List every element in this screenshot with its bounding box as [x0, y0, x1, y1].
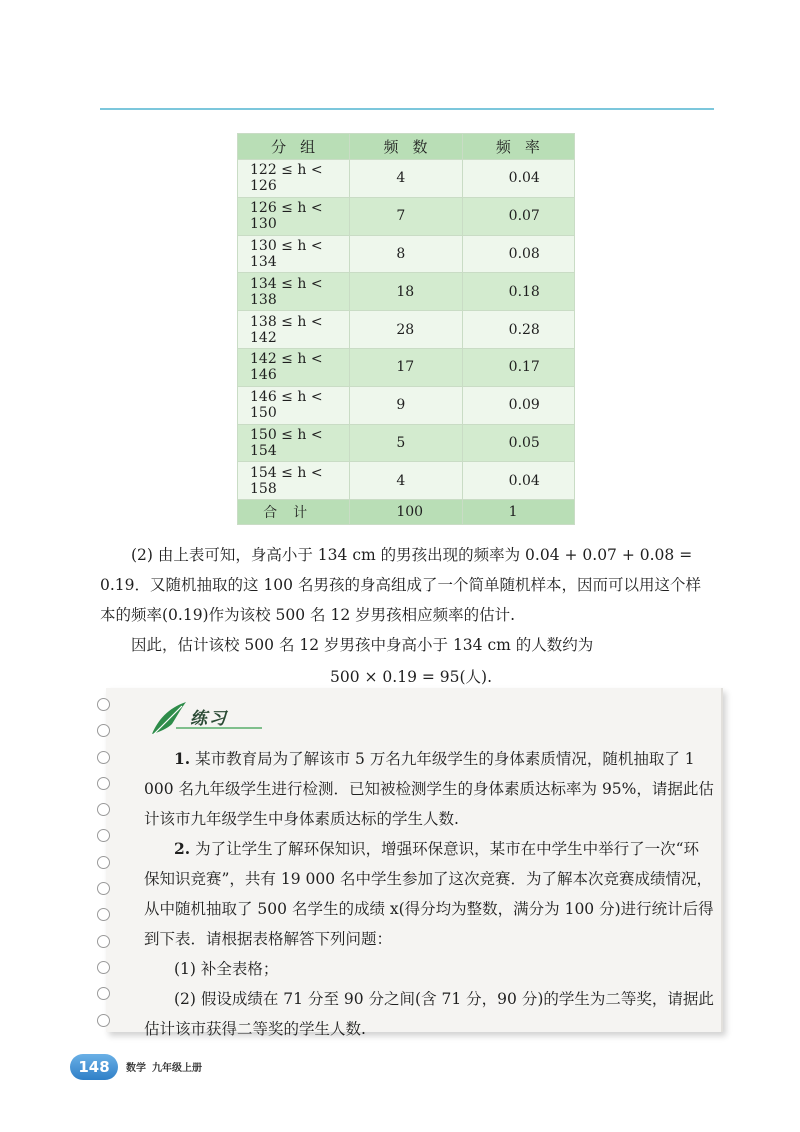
cell-count: 9	[350, 386, 462, 424]
table-row	[238, 159, 575, 197]
ring-icon	[97, 777, 110, 790]
footer-book: 九年级上册	[152, 1063, 202, 1074]
cell-group: 150 ≤ h < 154	[238, 424, 350, 462]
result-formula: 500 × 0.19 = 95(人).	[330, 668, 493, 686]
exercise-header	[146, 700, 266, 734]
ring-icon	[97, 908, 110, 921]
ring-icon	[97, 961, 110, 974]
cell-count: 4	[350, 462, 462, 500]
question-1-text: 某市教育局为了解该市 5 万名九年级学生的身体素质情况，随机抽取了 1 000 名九年级学生进行检测．已知被检测学生的身体素质达标率为 95%，请据此估计该市九年级学生中身体素质达标的学生人数.	[144, 750, 714, 828]
question-1	[144, 744, 714, 834]
page-number-badge: 148	[70, 1054, 118, 1080]
ring-icon	[97, 829, 110, 842]
exercise-body	[144, 744, 714, 1044]
table-row	[238, 273, 575, 311]
cell-count: 5	[350, 424, 462, 462]
question-2-sub-2: (2) 假设成绩在 71 分至 90 分之间(含 71 分，90 分)的学生为二等奖，请据此估计该市获得二等奖的学生人数.	[144, 990, 714, 1038]
cell-group: 142 ≤ h < 146	[238, 348, 350, 386]
table-row	[238, 386, 575, 424]
ring-icon	[97, 987, 110, 1000]
ring-icon	[97, 935, 110, 948]
cell-frequency: 0.04	[462, 462, 574, 500]
question-2-text: 为了让学生了解环保知识，增强环保意识，某市在中学生中举行了一次“环保知识竞赛”，共有 19 000 名中学生参加了这次竞赛．为了解本次竞赛成绩情况，从中随机抽取了 500 名学生的成绩 x(得分均为整数，满分为 100 分)进行统计后得到下表．请根据表格解答下列问题：	[144, 840, 714, 948]
cell-group: 122 ≤ h < 126	[238, 159, 350, 197]
cell-count: 28	[350, 311, 462, 349]
cell-group: 154 ≤ h < 158	[238, 462, 350, 500]
question-2	[144, 834, 714, 954]
exercise-title: 练习	[190, 709, 228, 729]
footer-subject: 数学	[126, 1063, 146, 1074]
cell-frequency: 0.28	[462, 311, 574, 349]
table-row	[238, 462, 575, 500]
cell-count: 17	[350, 348, 462, 386]
cell-count: 7	[350, 197, 462, 235]
total-frequency: 1	[462, 500, 574, 525]
binder-rings	[97, 698, 119, 1040]
cell-count: 18	[350, 273, 462, 311]
exercise-card	[106, 688, 723, 1038]
ring-icon	[97, 803, 110, 816]
ring-icon	[97, 724, 110, 737]
header-frequency: 频率	[462, 134, 574, 160]
cell-count: 4	[350, 159, 462, 197]
table-header-row	[238, 134, 575, 160]
cell-group: 130 ≤ h < 134	[238, 235, 350, 273]
cell-group: 146 ≤ h < 150	[238, 386, 350, 424]
cell-frequency: 0.08	[462, 235, 574, 273]
conclusion-paragraph: 因此，估计该校 500 名 12 岁男孩中身高小于 134 cm 的人数约为	[131, 636, 594, 654]
question-1-number: 1.	[174, 749, 191, 768]
table-row	[238, 348, 575, 386]
cell-frequency: 0.18	[462, 273, 574, 311]
cell-count: 8	[350, 235, 462, 273]
cell-frequency: 0.04	[462, 159, 574, 197]
ring-icon	[97, 751, 110, 764]
cell-frequency: 0.07	[462, 197, 574, 235]
footer-book-info	[126, 1059, 208, 1074]
total-count: 100	[350, 500, 462, 525]
cell-group: 138 ≤ h < 142	[238, 311, 350, 349]
solution-paragraph: (2) 由上表可知，身高小于 134 cm 的男孩出现的频率为 0.04 + 0.07 + 0.08 = 0.19．又随机抽取的这 100 名男孩的身高组成了一个简单随机样本，因而可以用这个样本的频率(0.19)作为该校 500 名 12 岁男孩相应频率的估计.	[100, 546, 701, 624]
ring-icon	[97, 856, 110, 869]
table-row	[238, 235, 575, 273]
question-2-sub-1: (1) 补全表格；	[174, 960, 279, 978]
table-row	[238, 424, 575, 462]
cell-frequency: 0.09	[462, 386, 574, 424]
table-row	[238, 311, 575, 349]
cell-frequency: 0.17	[462, 348, 574, 386]
cell-group: 134 ≤ h < 138	[238, 273, 350, 311]
total-label: 合计	[238, 500, 350, 525]
cell-frequency: 0.05	[462, 424, 574, 462]
header-count: 频数	[350, 134, 462, 160]
table-row	[238, 197, 575, 235]
cell-group: 126 ≤ h < 130	[238, 197, 350, 235]
table-total-row	[238, 500, 575, 525]
top-rule	[100, 108, 714, 110]
header-group: 分组	[238, 134, 350, 160]
question-2-number: 2.	[174, 839, 191, 858]
frequency-table	[237, 133, 575, 525]
ring-icon	[97, 1014, 110, 1027]
ring-icon	[97, 698, 110, 711]
ring-icon	[97, 882, 110, 895]
